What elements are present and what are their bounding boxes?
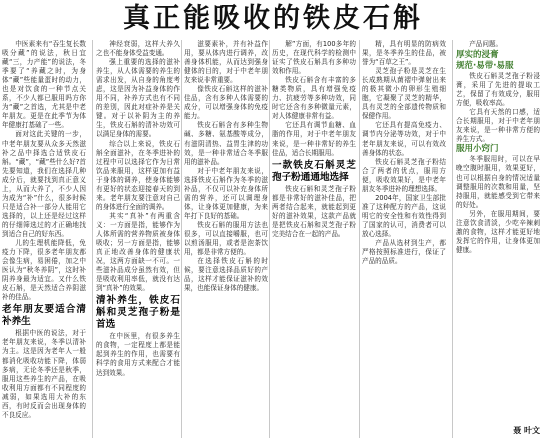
text-column-6 [456,40,540,438]
paragraph: 对于中老年朋友来说，选择铁皮石斛作为冬季的滋补品，不仅可以补充身体所需的营养，还可以调理身体，让身体更加健康，为来年打下良好的基础。 [184,166,268,220]
section-heading: 清补养生，铁皮石斛和灵芝孢子粉是首选 [96,295,180,331]
paragraph: 它还具有提高免疫力、调节内分泌等功效，对于中老年朋友来说，可以有效改善身体的状态。 [362,121,446,157]
headline: 真正能吸收的铁皮石斛 [123,3,423,34]
byline: 聂 叶文 [513,426,540,435]
text-column-5 [362,40,446,438]
paragraph: 儿的生理机能降低，免疫力下降，很多老年朋友都会像生病，易困倦，加之中医认为“秋冬养阴”，这时补阴养身最为适宜。又什么铁皮石斛，是天然适合养阴滋补的佳品。 [2,239,86,302]
paragraph: 冬季服用时，可以在早晚空腹时服用，效果更好，也可以根据自身的情况适量调整服用的次数和用量，坚持服用，就能感受到它带来的好处。 [456,155,540,209]
paragraph: 产品问题。 [469,40,503,48]
paragraph: 铁皮石斛灵芝孢子粉结合了两者的优点，服用方便，吸收效果好，是中老年朋友冬季进补的理想选择。 [362,157,446,193]
paragraph: 面对这此关键的一步，中老年朋友要从众多天然滋补之品中择选合适铁皮石斛。“藏”，“藏”些什么好?首先要知道，我们在选择几种成分后，就要找到真正意义上，从而大养了，不少人因为成为“补”什么，很多时候只是适合补一部分人能用它选择的，以上还是经过这样的仔细筛选过的才正确地找到适合自己的好东西。 [2,130,86,238]
paragraph: 产品从选材到生产，都严格按照标准进行，保证了产品的品质。 [362,239,446,266]
paragraph: 铁皮石斛灵芝孢子粉浸膏，采用了先进的提取工艺，保留了有效成分，服用方便，吸收率高。 [456,72,540,108]
section-heading: 老年朋友要适合清补养生 [2,304,86,328]
paragraph: 精，具有明显的防病效果，是冬季养生的佳品，被誉为“百草之王”。 [362,40,446,67]
column-divider [359,40,360,438]
text-column-1 [2,40,86,438]
paragraph: 铁皮石斛含有多种生物碱、多糖、氨基酸等成分，有滋阴清热、益胃生津的功效，是一种非常适合冬季服用的滋补品。 [184,121,268,166]
paragraph: 综合以上来说，铁皮石斛全面滋补，在冬季进补的过程中可以选择它作为日常饮品来服用，这样更加有益于身体的调养，使身体能够有更好的状态迎接春天的到来。老年朋友要注意对自己的身体进行全面的调养。 [96,139,180,211]
paragraph: 铁皮石斛的服用方法也很多，可以直接嚼服，也可以煎汤服用，或者是泡茶饮用，都是非常方便的。 [184,220,268,257]
paragraph: 灵芝孢子粉是灵芝在生长成熟期从菌褶中弹射出来的极其微小的卵形生殖细胞，它凝聚了灵芝的精华，具有灵芝的全部遗传物质和保健作用。 [362,67,446,121]
column-divider [452,40,453,438]
tip-heading: 服用小窍门 [456,144,499,155]
column-divider [269,40,270,438]
paragraph: 其实“真补”有两重含义：一方面是指，能够作为人体所需的营养物质被身体吸收；另一方面是指，能够真正地改善身体的健康状况，这两方面缺一不可。一些滋补品成分虽然有效，但是吸收利用率低，就没有达到“真补”的效果。 [96,211,180,293]
paragraph: 根据中医的说法，对于老年朋友来说，冬季以清补为主。这是因为老年人一般都消化吸收功能下降，体弱多病，无论冬季还是秋季，服用这些养生的产品，在吸收利用方面都有不同程度的减弱，如果选用大补的东西，有时反而会出现身体的不良反应。 [2,329,86,419]
paragraph: 铁皮石斛和灵芝孢子粉都是非常好的滋补佳品，把两者结合起来，就能起到更好的滋补效果，这款产品就是把铁皮石斛和灵芝孢子粉完美结合在一起的产品。 [272,184,356,238]
paragraph: 2004年，国家卫生部批准了这种配方的产品，这说明它的安全性和有效性得到了国家的认可，消费者可以放心选择。 [362,193,446,238]
paragraph: 滋要素补，并有补益作用，要从体内进行调养，改善身体机能，从而达到强身健体的目的，对于中老年朋友来说非常重要。 [184,40,268,85]
text-column-3 [184,40,268,438]
paragraph: 解”方面，有100多年的历史，在现代科学的检测中证实了铁皮石斛具有多种功效和作用。 [272,40,356,76]
section-heading: 一款铁皮石斛灵芝孢子粉通通地选择 [272,159,356,183]
text-column-4 [272,40,356,438]
paragraph: 铁皮石斛含有丰富的多糖类物质，具有增强免疫力、抗疲劳等多种功效，同时它还含有多种微量元素，对人体健康非常有益。 [272,76,356,121]
column-divider [92,40,93,438]
text-column-2 [96,40,180,438]
paragraph: 另外，在服用期间，要注意饮食清淡，少吃辛辣刺激的食物，这样才能更好地发挥它的作用，让身体更加健康。 [456,209,540,254]
paragraph: 它具有天然的口感，适合长期服用，对于中老年朋友来说，是一种非常方便的养生方式。 [456,108,540,144]
section-label: 厚实的浸膏 规范·易带·易服 [456,50,514,72]
paragraph: 在中医里，有很多养生的食物，一定程度上都是能起到养生的作用，也需要有科学的食用方式来配合才能达到效果。 [96,332,180,377]
paragraph: 强上重要的选择的滋补养生，从人体需要的养生的需求出发，从自身的角度考虑，这是因为补益身体的作用不同，补养方式也有不同的差别，因此对症补养是关键。对于以补阴为主的养生，铁皮石斛的清补功效可以满足身体的需要。 [96,58,180,139]
paragraph: 神经衰弱，这样大养久之也不能身体受益变通。 [96,40,180,58]
paragraph: 像铁皮石斛这样的滋补佳品，含有多种人体需要的成分，可以增强身体的免疫能力。 [184,85,268,121]
paragraph: 它还具有调节血糖、血脂的作用，对于中老年朋友来说，是一种非常好的养生佳品，适合长期服用。 [272,121,356,157]
paragraph: 中医素来有“吞生复长数吸分藏”的说法，秋日宜藏“三，力产能”的说法，冬季要了“养藏之时，为身体“藏”些能量蛋时的动力，也是对饮食的一种节点关系，不少人都已服用吗方你为“藏”之首选，尤其是中老年朋友。更是在此季节为体年健康打基础了一些。 [2,40,86,130]
column-divider [181,40,182,438]
paragraph: 在选择铁皮石斛的时候，要注意选择品质好的产品，这样才能保证滋补的效果，也能保证身体的健康。 [184,257,268,293]
